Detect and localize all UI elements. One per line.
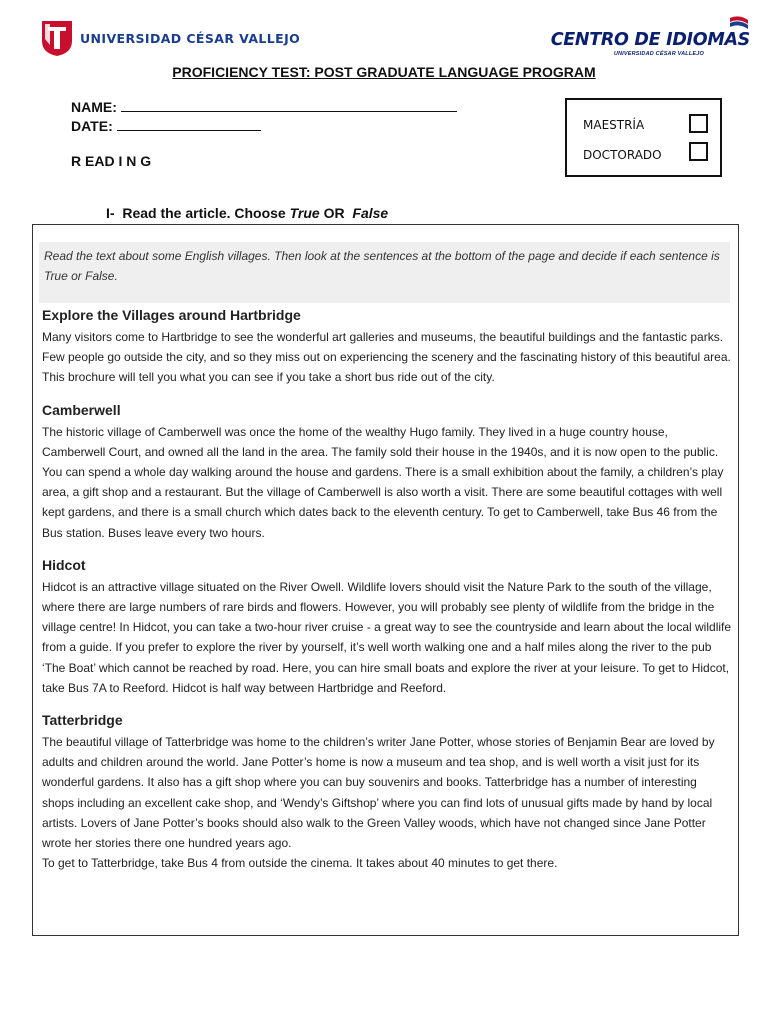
instruction-text: Read the article. Choose	[122, 205, 286, 221]
name-field[interactable]	[71, 99, 457, 115]
test-title: PROFICIENCY TEST: POST GRADUATE LANGUAGE PROGRAM	[172, 64, 596, 80]
degree-selection-box	[565, 98, 722, 177]
option-false: False	[352, 205, 389, 221]
section-paragraph: The beautiful village of Tatterbridge was home to the children’s writer Jane Potter, whose stories of Benjamin Bear are loved by adults and children around the world. Jane Potter’s home is now a museum and tea shop, and is well worth a visit just for its wonderful gardens. It also has a gift shop where you can buy souvenirs and books. Tatterbridge has a number of interesting shops including an excellent cake shop, and ‘Wendy’s Giftshop’ where you can find lots of unusual gifts made by hand by local artists. Lovers of Jane Potter’s books should also walk to the Green Valley woods, which have not changed since Jane Potter wrote her stories there one hundred years ago.	[42, 735, 715, 851]
section-hartbridge	[42, 305, 732, 388]
section-paragraph: Hidcot is an attractive village situated on the River Owell. Wildlife lovers should visit the Nature Park to the south of the village, where there are large numbers of rare birds and flowers. However, you will probably see plenty of wildlife from the bridge in the village centre! In Hidcot, you can take a two-hour river cruise - a great way to see the countryside and learn about the local wildlife from a guide. If you prefer to explore the river by yourself, it’s well worth walking one and a half miles along the river to the pub ‘The Boat’ which cannot be reached by road. Here, you can hire small boats and explore the river at your leisure. To get to Hidcot, take Bus 7A to Reeford. Hidcot is half way between Hartbridge and Reeford.	[42, 579, 732, 695]
option-true: True	[289, 205, 320, 221]
degree-label: MAESTRÍA	[583, 118, 645, 132]
degree-option-maestria	[583, 118, 644, 132]
centro-idiomas-logo	[550, 14, 750, 60]
section-hidcot	[42, 555, 732, 698]
centro-subtitle: UNIVERSIDAD CÉSAR VALLEJO	[613, 51, 704, 57]
article-content	[42, 305, 732, 885]
centro-name: CENTRO DE IDIOMAS	[550, 30, 750, 50]
section-heading: Camberwell	[42, 401, 121, 418]
section-paragraph: The historic village of Camberwell was once the home of the wealthy Hugo family. They lived in a huge country house, Camberwell Court, and owned all the land in the area. The family sold their house in the 1940s, and it is now open to the public. You can spend a whole day walking around the house and gardens. There is a small exhibition about the family, a children’s play area, a gift shop and a restaurant. But the village of Camberwell is also worth a visit. There are some beautiful cottages with well kept gardens, and there is a small church which dates back to the eleventh century. To get to Camberwell, take Bus 46 from the Bus station. Buses leave every two hours.	[42, 424, 724, 540]
university-name: UNIVERSIDAD CÉSAR VALLEJO	[80, 30, 301, 46]
maestria-checkbox[interactable]	[689, 114, 708, 133]
article-intro: Read the text about some English villages. Then look at the sentences at the bottom of the page and decide if each sentence is True or False.	[39, 242, 730, 303]
section-tatterbridge	[42, 710, 732, 873]
date-line[interactable]	[117, 119, 261, 131]
degree-label: DOCTORADO	[583, 148, 662, 162]
doctorado-checkbox[interactable]	[689, 142, 708, 161]
article-box	[32, 224, 739, 936]
section-paragraph: To get to Tatterbridge, take Bus 4 from outside the cinema. It takes about 40 minutes to get there.	[42, 856, 558, 871]
section-heading: Tatterbridge	[42, 712, 123, 729]
instruction-or: OR	[323, 205, 345, 221]
section-heading: Hidcot	[42, 556, 86, 573]
university-crest-icon	[40, 19, 74, 57]
date-field[interactable]	[71, 118, 261, 134]
date-label: DATE:	[71, 118, 113, 134]
instruction	[106, 205, 388, 221]
section-paragraph: Many visitors come to Hartbridge to see the wonderful art galleries and museums, the beautiful buildings and the fantastic parks. Few people go outside the city, and so they miss out on experiencing the scenery and the fascinating history of this beautiful area. This brochure will tell you what you can see if you take a short bus ride out of the city.	[42, 330, 731, 385]
university-logo	[40, 18, 300, 58]
name-label: NAME:	[71, 99, 117, 115]
section-label: R EAD I N G	[71, 153, 152, 169]
name-line[interactable]	[121, 100, 457, 112]
instruction-number: I-	[106, 205, 115, 221]
degree-option-doctorado	[583, 148, 662, 162]
section-heading: Explore the Villages around Hartbridge	[42, 307, 301, 323]
section-camberwell	[42, 400, 732, 543]
